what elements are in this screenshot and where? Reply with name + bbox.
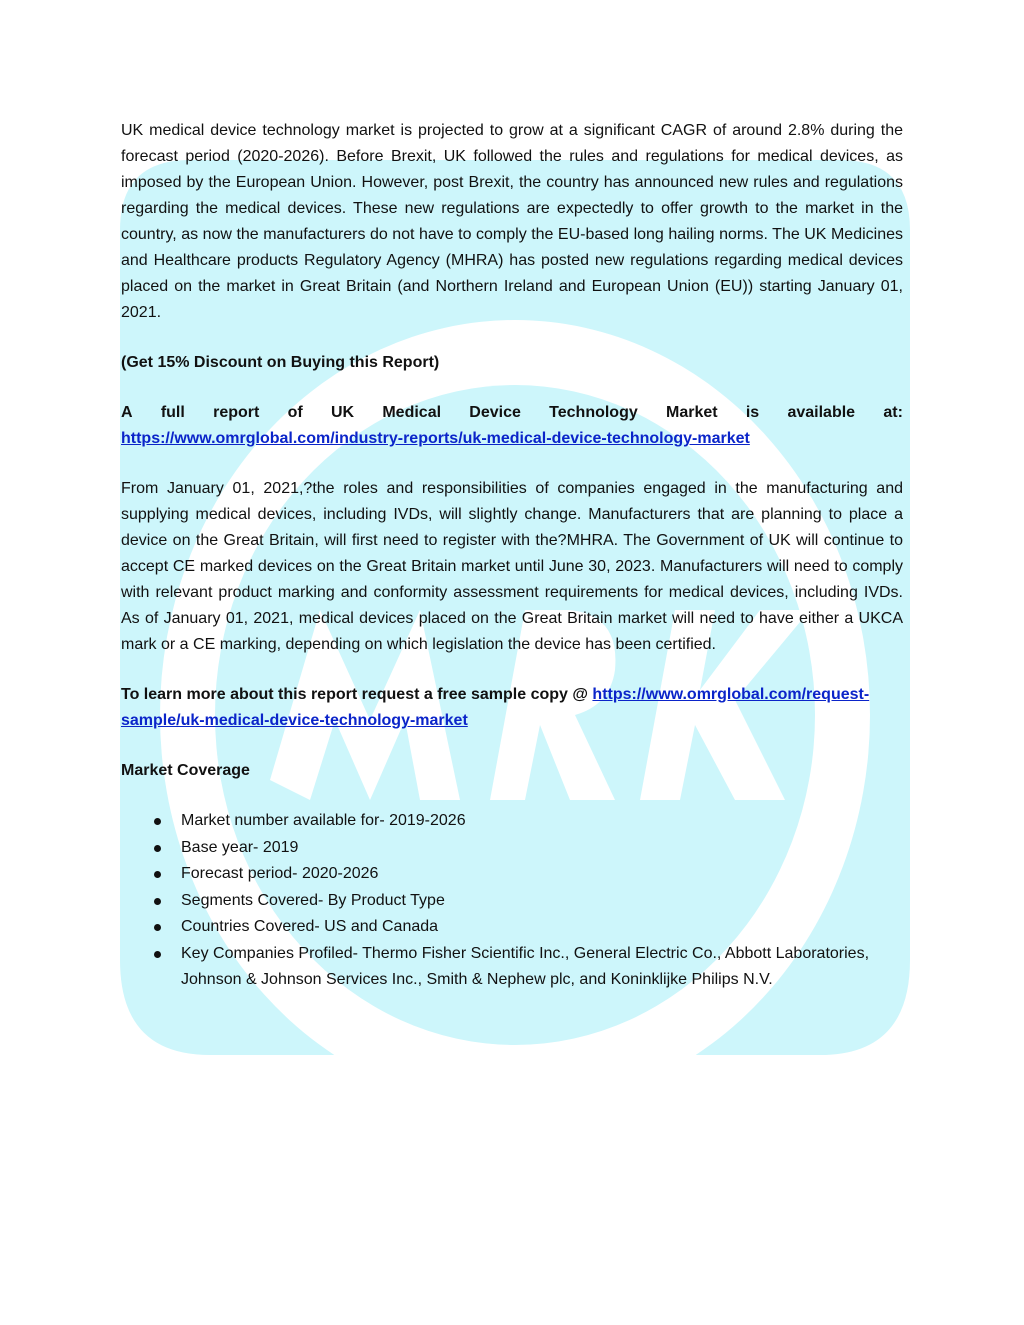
- list-item: [121, 861, 903, 888]
- bullet-icon: [154, 898, 161, 905]
- document-page: [121, 118, 903, 994]
- intro-paragraph: UK medical device technology market is projected to grow at a significant CAGR of around 2.8% during the forecast period (2020-2026). Before Brexit, UK followed the rules and regulations for medical devices, as imposed by the European Union. However, post Brexit, the country has announced new rules and regulations regarding the medical devices. These new regulations are expectedly to offer growth to the market in the country, as now the manufacturers do not have to comply the EU-based long hailing norms. The UK Medicines and Healthcare products Regulatory Agency (MHRA) has posted new regulations regarding medical devices placed on the market in Great Britain (and Northern Ireland and European Union (EU)) starting January 01, 2021.: [121, 122, 903, 321]
- list-item: [121, 914, 903, 941]
- bullet-icon: [154, 951, 161, 958]
- list-item-text: Forecast period- 2020-2026: [181, 865, 379, 882]
- bullet-icon: [154, 924, 161, 931]
- full-report-word: available: [787, 404, 856, 421]
- bullet-icon: [154, 871, 161, 878]
- full-report-word: is: [745, 404, 760, 421]
- full-report-word: full: [160, 404, 185, 421]
- full-report-word: Medical: [382, 404, 442, 421]
- full-report-word: Device: [469, 404, 521, 421]
- market-coverage-heading: Market Coverage: [121, 762, 250, 779]
- bullet-icon: [154, 845, 161, 852]
- list-item-text: Market number available for- 2019-2026: [181, 812, 466, 829]
- list-item-text: Segments Covered- By Product Type: [181, 891, 445, 909]
- list-item-text: Base year- 2019: [181, 838, 299, 856]
- sample-request-paragraph: [121, 682, 903, 734]
- full-report-word: at:: [883, 404, 903, 421]
- full-report-block: [121, 400, 903, 452]
- sample-request-text: To learn more about this report request a free sample copy @: [121, 686, 593, 703]
- full-report-word: A: [121, 404, 133, 421]
- list-item: [121, 888, 903, 915]
- list-item-text: Key Companies Profiled- Thermo Fisher Scientific Inc., General Electric Co., Abbott Laboratories, Johnson & Johnson Services Inc., Smith & Nephew plc, and Koninklijke Philips N.V.: [181, 944, 870, 988]
- list-item-text: Countries Covered- US and Canada: [181, 918, 439, 935]
- full-report-link[interactable]: https://www.omrglobal.com/industry-reports/uk-medical-device-technology-market: [121, 430, 750, 447]
- list-item: [121, 941, 903, 994]
- market-coverage-list: [121, 808, 903, 994]
- full-report-line: [121, 400, 903, 426]
- bullet-icon: [154, 818, 161, 825]
- full-report-word: UK: [330, 404, 355, 421]
- regulation-paragraph: From January 01, 2021,?the roles and responsibilities of companies engaged in the manufacturing and supplying medical devices, including IVDs, will slightly change. Manufacturers that are planning to place a device on the Great Britain, will first need to register with the?MHRA. The Government of UK will continue to accept CE marked devices on the Great Britain market until June 30, 2023. Manufacturers will need to comply with relevant product marking and conformity assessment requirements for medical devices, including IVDs. As of January 01, 2021, medical devices placed on the Great Britain market will need to have either a UKCA mark or a CE marking, depending on which legislation the device has been certified.: [121, 480, 903, 653]
- full-report-word: Market: [666, 404, 718, 421]
- list-item: [121, 835, 903, 862]
- discount-text: (Get 15% Discount on Buying this Report): [121, 354, 440, 371]
- full-report-word: report: [213, 404, 260, 421]
- list-item: [121, 808, 903, 835]
- full-report-word: of: [287, 404, 303, 421]
- sample-request-link[interactable]: https://www.omrglobal.com/request-: [592, 686, 870, 703]
- sample-request-link-continued[interactable]: sample/uk-medical-device-technology-market: [121, 712, 468, 729]
- full-report-word: Technology: [549, 404, 638, 421]
